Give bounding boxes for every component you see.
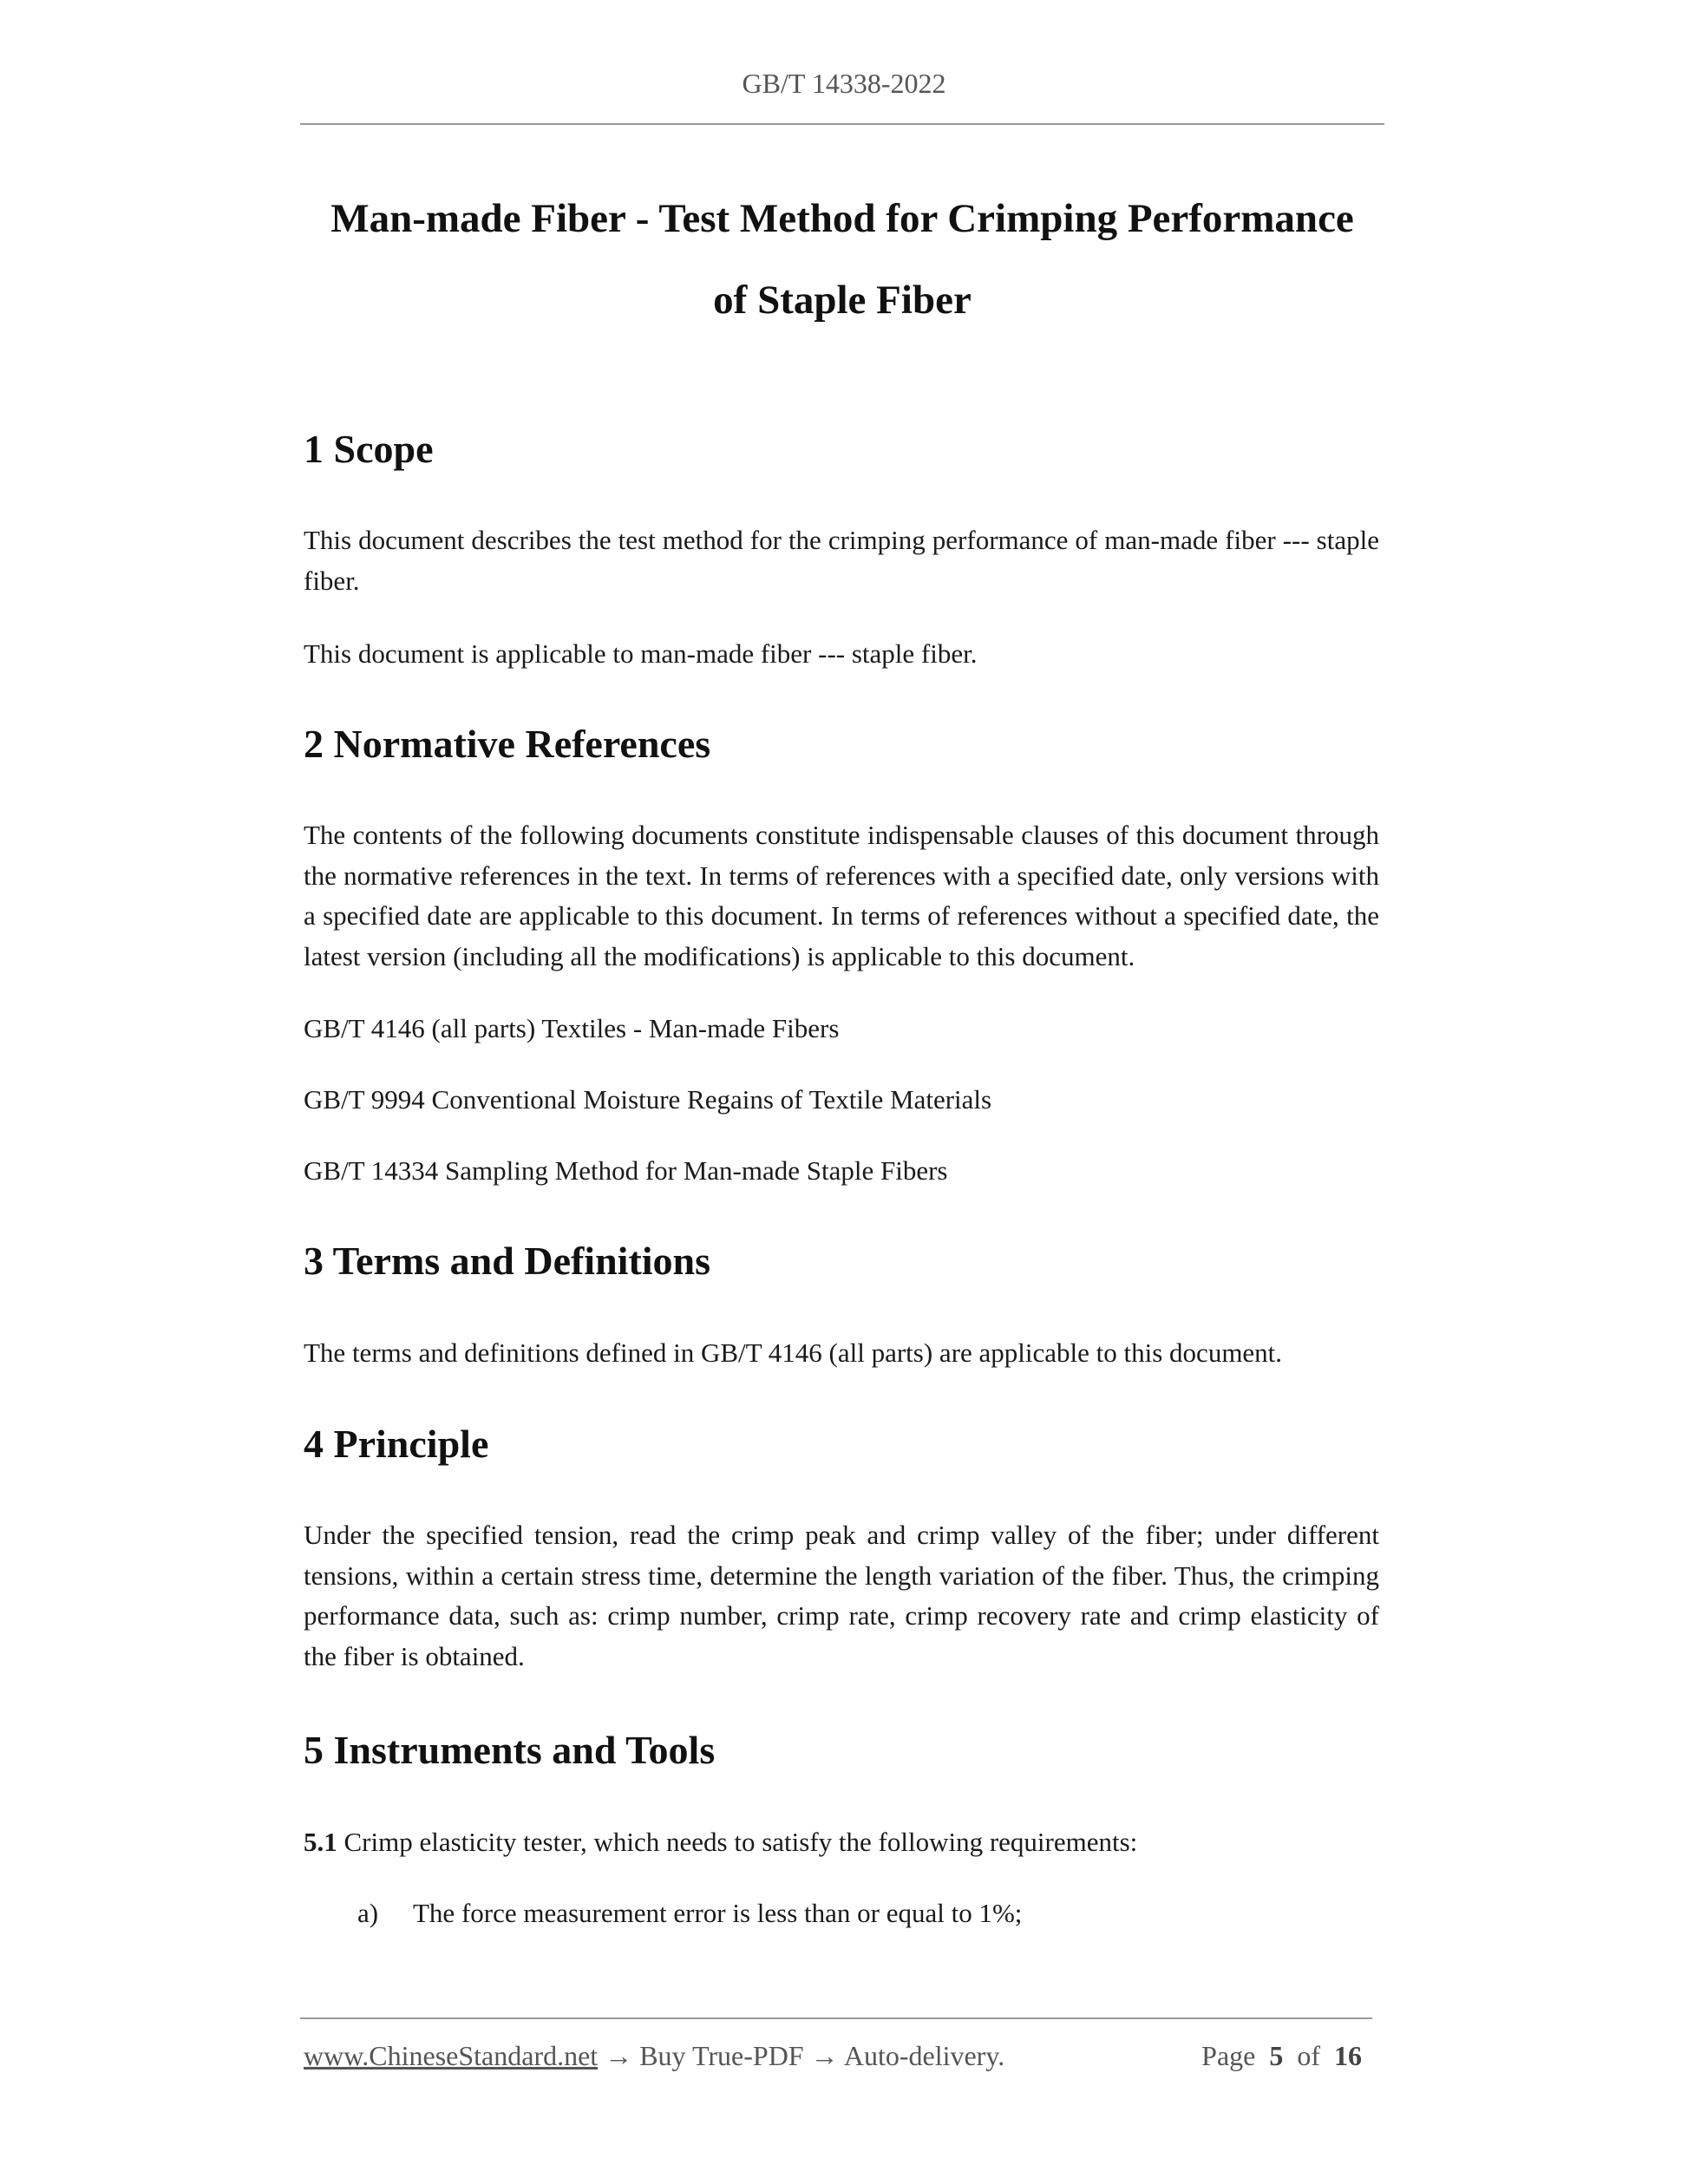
footer-promo: [304, 2037, 1004, 2075]
page-indicator: [1201, 2037, 1362, 2075]
page-label: Page: [1201, 2040, 1256, 2071]
footer-promo-text: → Buy True-PDF → Auto-delivery.: [598, 2040, 1005, 2071]
normative-references-paragraph: The contents of the following documents constitute indispensable clauses of this document through the normative references in the text. In terms of references with a specified date, only versions with a specified date are applicable to this document. In terms of references without a specified date, the latest version (including all the modifications) is applicable to this document.: [304, 820, 1379, 971]
list-item-marker: a): [357, 1898, 379, 1928]
terms-paragraph: The terms and definitions defined in GB/T 4146 (all parts) are applicable to this document.: [304, 1337, 1283, 1368]
section-heading-normative-references: 2 Normative References: [304, 722, 711, 766]
clause-text: Crimp elasticity tester, which needs to satisfy the following requirements:: [337, 1827, 1138, 1857]
clause-5-1: [304, 1822, 1379, 1863]
total-page-count: 16: [1334, 2040, 1362, 2071]
normative-reference-item: GB/T 14334 Sampling Method for Man-made Staple Fibers: [304, 1155, 948, 1186]
header-divider: [300, 123, 1384, 125]
running-header: GB/T 14338-2022: [742, 68, 946, 99]
current-page-number: 5: [1269, 2040, 1284, 2071]
document-title-line-1: Man-made Fiber - Test Method for Crimping Performance: [330, 196, 1354, 241]
document-title-line-2: of Staple Fiber: [713, 278, 972, 323]
principle-paragraph: Under the specified tension, read the crimp peak and crimp valley of the fiber; under different tensions, within a certain stress time, determine the length variation of the fiber. Thus, the crimping performance data, such as: crimp number, crimp rate, crimp recovery rate and crimp elasticity of the fiber is obtained.: [304, 1520, 1379, 1671]
section-heading-terms-and-definitions: 3 Terms and Definitions: [304, 1239, 711, 1283]
document-title: [300, 178, 1384, 341]
section-heading-scope: 1 Scope: [304, 427, 434, 471]
page-of-label: of: [1297, 2040, 1320, 2071]
clause-number: 5.1: [304, 1827, 337, 1857]
list-item-text: The force measurement error is less than or equal to 1%;: [413, 1898, 1023, 1928]
normative-reference-item: GB/T 9994 Conventional Moisture Regains of Textile Materials: [304, 1084, 992, 1115]
list-item: [357, 1893, 1022, 1933]
scope-paragraph-2: This document is applicable to man-made fiber --- staple fiber.: [304, 638, 978, 669]
normative-reference-item: GB/T 4146 (all parts) Textiles - Man-made Fibers: [304, 1013, 840, 1043]
website-link[interactable]: www.ChineseStandard.net: [304, 2040, 599, 2071]
scope-paragraph-1: This document describes the test method for the crimping performance of man-made fiber --- staple fiber.: [304, 525, 1379, 596]
footer-divider: [300, 2017, 1372, 2019]
section-heading-instruments-and-tools: 5 Instruments and Tools: [304, 1728, 716, 1772]
section-heading-principle: 4 Principle: [304, 1422, 489, 1466]
